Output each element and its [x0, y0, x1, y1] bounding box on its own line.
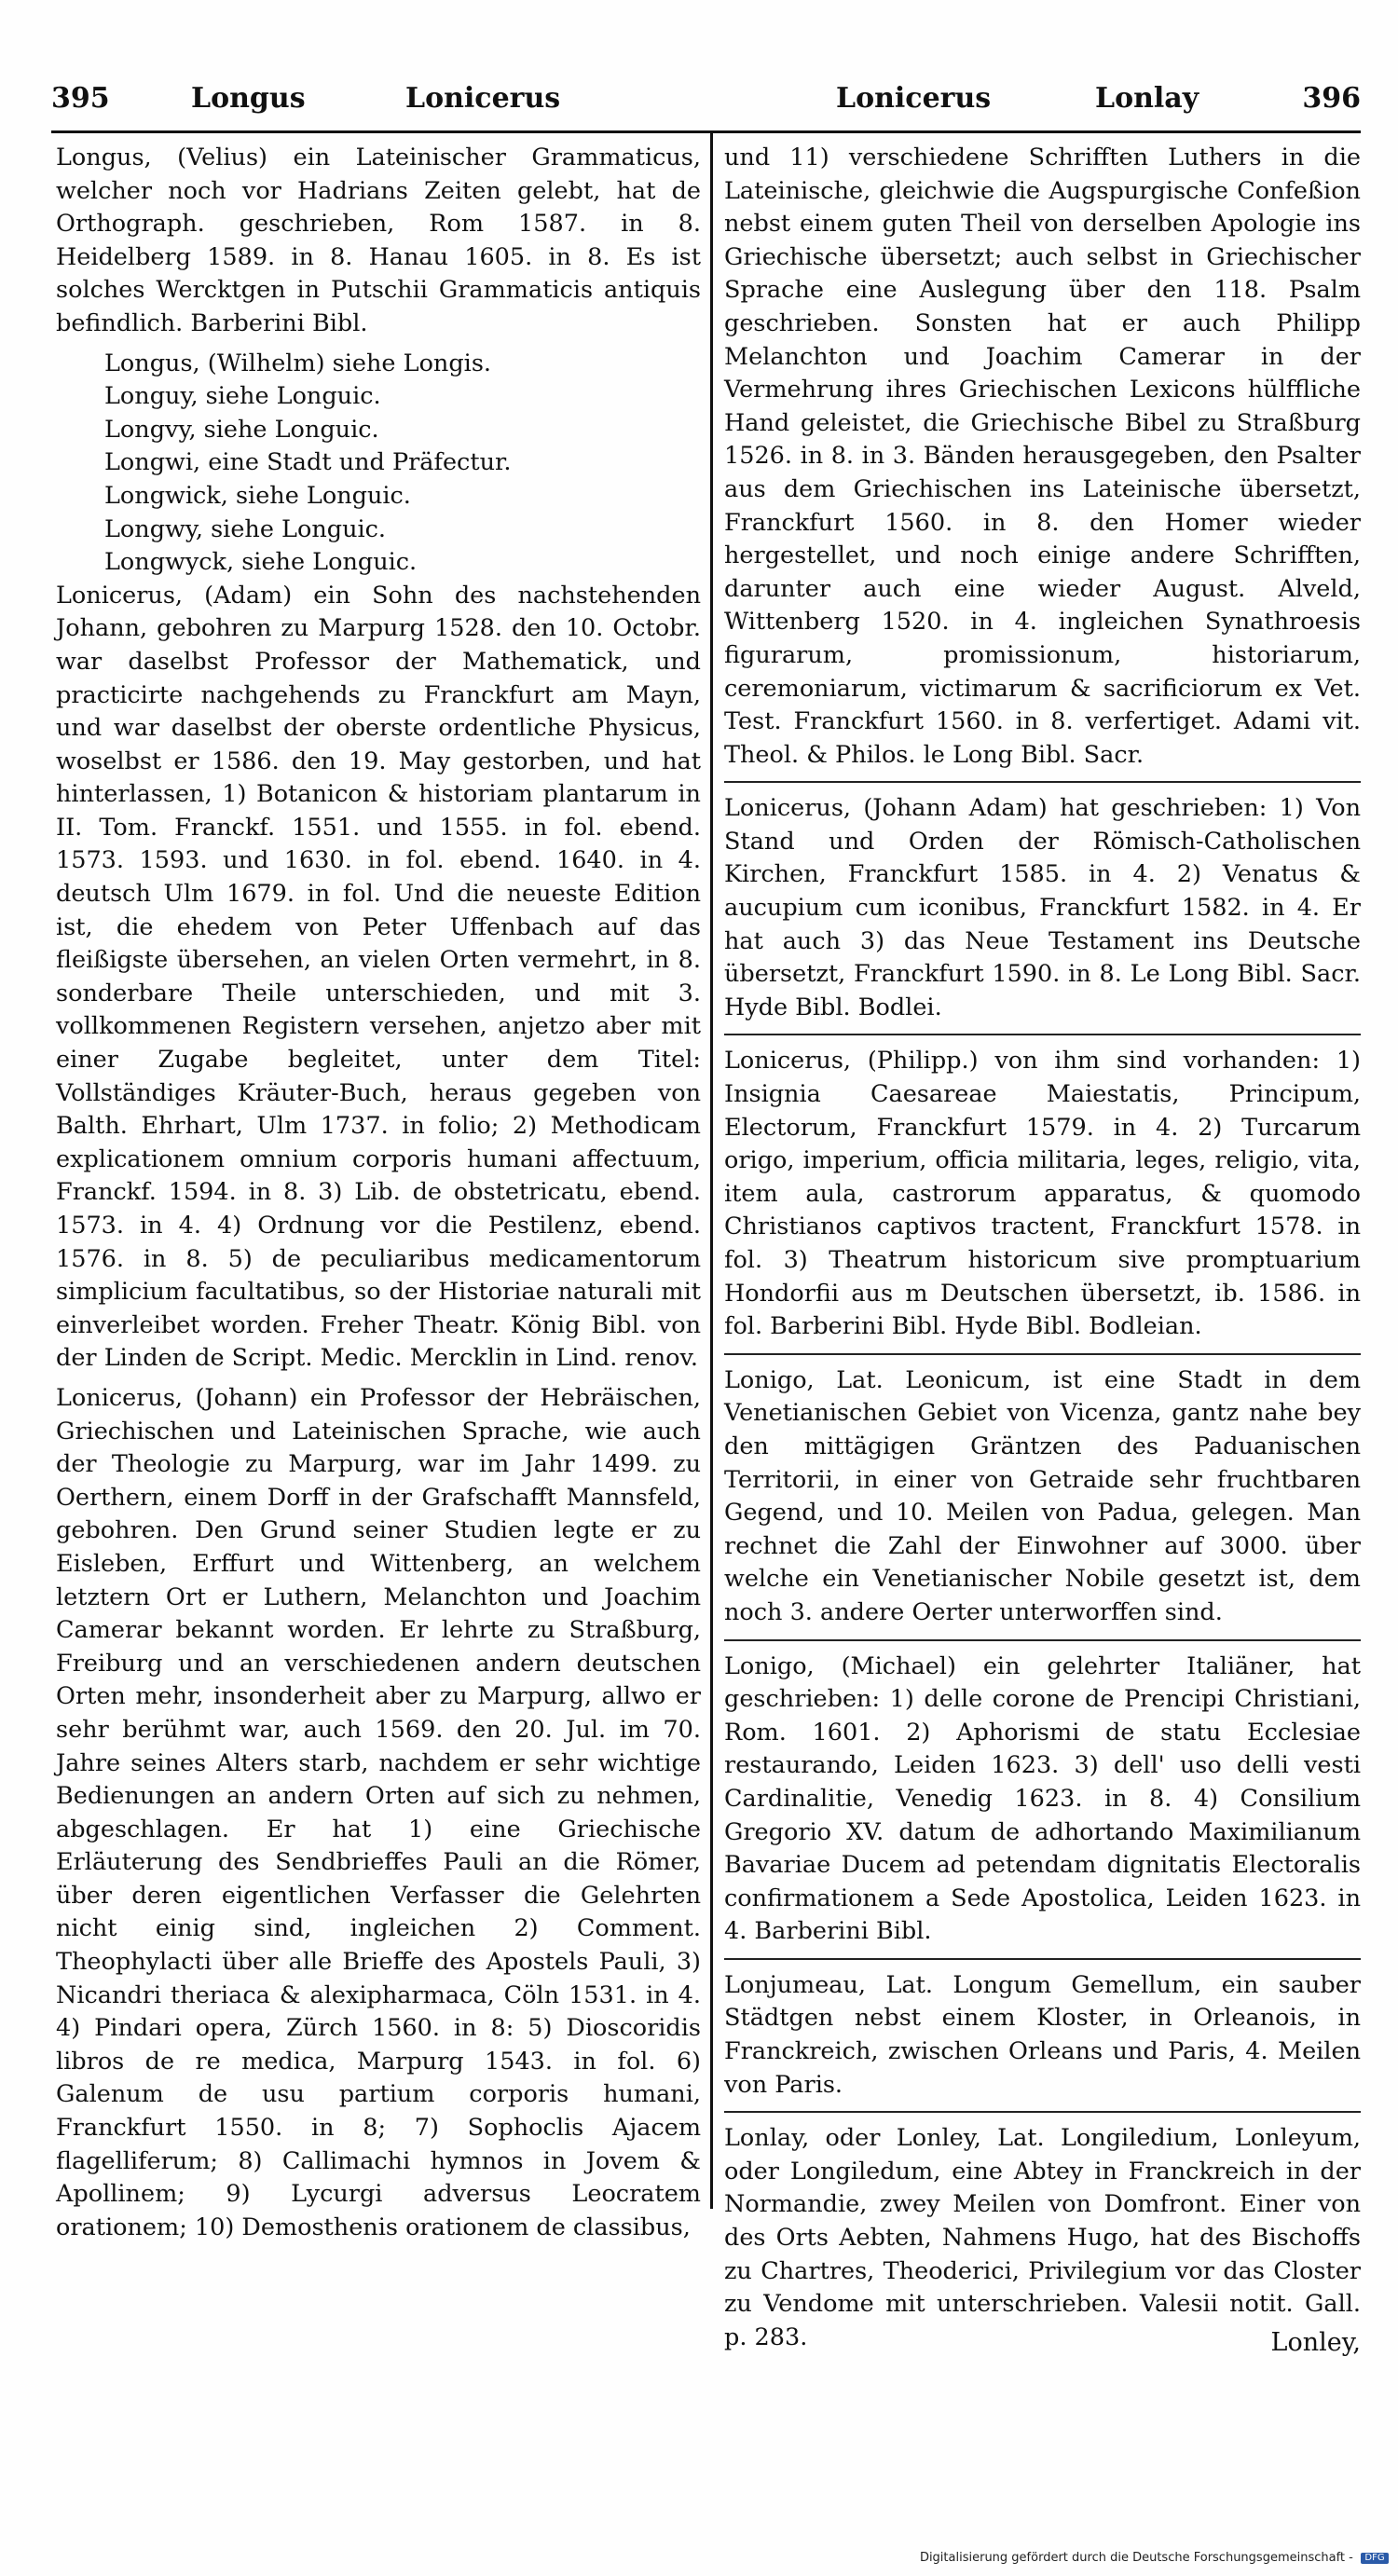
- left-headword-1: Longus: [191, 82, 306, 115]
- entry-lonicerus-johann-adam: Lonicerus, (Johann Adam) hat geschrieben: 1) Von Stand und Orden der Römisch-Catholischen Kirchen, Franckfurt 1585. in 4. 2) Venatus & aucupium cum iconibus, Franckfurt 1582. in 4. Er hat auch 3) das Neue Testament ins Deutsche übersetzt, Franckfurt 1590. in 8. Le Long Bibl. Sacr. Hyde Bibl. Bodlei.: [724, 794, 1361, 1021]
- entry-separator: [724, 1639, 1361, 1641]
- entry-separator: [724, 1353, 1361, 1355]
- entry-lonigo: Lonigo, Lat. Leonicum, ist eine Stadt in dem Venetianischen Gebiet von Vicenza, gantz nahe bey den mittägigen Gräntzen des Paduanischen Territorii, in einer von Getraide sehr fruchtbaren Gegend, und 10. Meilen von Padua, gelegen. Man rechnet die Zahl der Einwohner auf 3000. über welche ein Venetianischer Nobile gesetzt ist, dem noch 3. andere Oerter unterworffen sind.: [724, 1365, 1361, 1626]
- entry-separator: [724, 2111, 1361, 2113]
- right-headword-1: Lonicerus: [836, 82, 992, 115]
- entry-longus-velius: Longus, (Velius) ein Lateinischer Grammaticus, welcher noch vor Hadrians Zeiten gelebt, hat de Orthograph. geschrieben, Rom 1587. in 8. Heidelberg 1589. in 8. Hanau 1605. in 8. Es ist solches Wercktgen in Putschii Grammaticis antiquis befindlich. Barberini Bibl.: [56, 144, 701, 337]
- dfg-logo-icon: DFG: [1361, 2553, 1389, 2564]
- running-header: [51, 82, 1361, 119]
- entry-lonicerus-adam: Lonicerus, (Adam) ein Sohn des nachstehenden Johann, gebohren zu Marpurg 1528. den 10. Octobr. war daselbst Professor der Mathematick, und practicirte nachgehends zu Franckfurt am Mayn, und war daselbst der oberste ordentliche Physicus, woselbst er 1586. den 19. May gestorben, und hat hinterlassen, 1) Botanicon & historiam plantarum in II. Tom. Franckf. 1551. und 1555. in fol. ebend. 1573. 1593. und 1630. in fol. ebend. 1640. in 4. deutsch Ulm 1679. in fol. Und die neueste Edition ist, die ehedem von Peter Uffenbach auf das fleißigste übersehen, an vielen Orten vermehrt, in 8. sonderbare Theile unterschieden, und mit 3. vollkommenen Registern versehen, anjetzo aber mit einer Zugabe begleitet, unter dem Titel: Vollständiges Kräuter-Buch, heraus gegeben von Balth. Ehrhart, Ulm 1737. in folio; 2) Methodicam explicationem omnium corporis humani affectuum, Franckf. 1594. in 8. 3) Lib. de obstetricatu, ebend. 1573. in 4. 4) Ordnung vor die Pestilenz, ebend. 1576. in 8. 5) de peculiaribus medicamentorum simplicium facultatibus, so der Historiae naturali mit einverleibet worden. Freher Theatr. König Bibl. von der Linden de Script. Medic. Mercklin in Lind. renov.: [56, 581, 701, 1373]
- right-column: [724, 142, 1361, 2351]
- entry-lonigo-michael: Lonigo, (Michael) ein gelehrter Italiäner, hat geschrieben: 1) delle corone de Prencipi Christiani, Rom. 1601. 2) Aphorismi de statu Ecclesiae restaurando, Leiden 1623. 3) dell' uso delli vesti Cardinalitie, Venedig 1623. in 8. 4) Consilium Gregorio XV. datum de adhortando Maximilianum Bavariae Ducem ad petendam dignitatis Electoralis confirmationem a Sede Apostolica, Leiden 1623. in 4. Barberini Bibl.: [724, 1651, 1361, 1946]
- right-headword-2: Lonlay: [1095, 82, 1199, 115]
- entry-longwick: Longwick, siehe Longuic.: [104, 481, 411, 510]
- entry-longvy: Longvy, siehe Longuic.: [104, 415, 379, 444]
- digitization-footer: [920, 2551, 1389, 2565]
- footer-text: Digitalisierung gefördert durch die Deutsche Forschungsgemeinschaft -: [919, 2551, 1353, 2565]
- entry-longwyck: Longwyck, siehe Longuic.: [104, 548, 418, 577]
- right-page-number: 396: [1302, 82, 1361, 115]
- left-headword-2: Lonicerus: [405, 82, 561, 115]
- entry-longwy: Longwy, siehe Longuic.: [104, 514, 387, 543]
- entry-separator: [724, 781, 1361, 783]
- left-page-number: 395: [51, 82, 110, 115]
- catchword: Lonley,: [1270, 2328, 1361, 2357]
- entry-separator: [724, 1958, 1361, 1960]
- entry-lonlay: Lonlay, oder Lonley, Lat. Longiledium, Lonleyum, oder Longiledum, eine Abtey in Franckreich in der Normandie, zwey Meilen von Domfront. Einer von des Orts Aebten, Nahmens Hugo, hat des Bischoffs zu Chartres, Theoderici, Privilegium vor das Closter zu Vendome mit unterschrieben. Valesii notit. Gall. p. 283.: [724, 2124, 1361, 2351]
- header-rule: [51, 130, 1361, 133]
- entry-lonicerus-johann: Lonicerus, (Johann) ein Professor der Hebräischen, Griechischen und Lateinischen Sprache, wie auch der Theologie zu Marpurg, war im Jahr 1499. zu Oerthern, einem Dorff in der Grafschafft Mannsfeld, gebohren. Den Grund seiner Studien legte er zu Eisleben, Erffurt und Wittenberg, an welchem letztern Ort er Luthern, Melanchton und Joachim Camerar bekannt worden. Er lehrte zu Straßburg, Freiburg und an verschiedenen andern deutschen Orten mehr, insonderheit aber zu Marpurg, allwo er sehr berühmt war, auch 1569. den 20. Jul. im 70. Jahre seines Alters starb, nachdem er sehr wichtige Bedienungen an andern Orten auf sich zu nehmen, abgeschlagen. Er hat 1) eine Griechische Erläuterung des Sendbrieffes Pauli an die Römer, über deren eigentlichen Verfasser die Gelehrten nicht einig sind, ingleichen 2) Comment. Theophylacti über alle Brieffe des Apostels Pauli, 3) Nicandri theriaca & alexipharmaca, Cöln 1531. in 4. 4) Pindari opera, Zürch 1560. in 8: 5) Dioscoridis libros de re medica, Marpurg 1543. in fol. 6) Galenum de usu partium corporis humani, Franckfurt 1550. in 8; 7) Sophoclis Ajacem flagelliferum; 8) Callimachi hymnos in Jovem & Apollinem; 9) Lycurgi adversus Leocratem orationem; 10) Demosthenis orationem de classibus,: [56, 1383, 701, 2241]
- column-divider: [710, 130, 713, 2209]
- entry-longus-wilhelm: Longus, (Wilhelm) siehe Longis.: [104, 349, 492, 377]
- entry-longwi: Longwi, eine Stadt und Präfectur.: [104, 448, 512, 477]
- entry-lonicerus-philipp: Lonicerus, (Philipp.) von ihm sind vorhanden: 1) Insignia Caesareae Maiestatis, Principum, Electorum, Franckfurt 1579. in 4. 2) Turcarum origo, imperium, officia militaria, leges, religio, vita, item aula, castrorum apparatus, & quomodo Christianos captivos tractent, Franckfurt 1578. in fol. 3) Theatrum historicum sive promptuarium Hondorfii aus m Deutschen übersetzt, ib. 1586. in fol. Barberini Bibl. Hyde Bibl. Bodleian.: [724, 1047, 1361, 1341]
- entry-separator: [724, 1034, 1361, 1035]
- entry-longuy: Longuy, siehe Longuic.: [104, 382, 381, 411]
- entry-lonjumeau: Lonjumeau, Lat. Longum Gemellum, ein sauber Städtgen nebst einem Kloster, in Orleanois, in Franckreich, zwischen Orleans und Paris, 4. Meilen von Paris.: [724, 1970, 1361, 2099]
- entry-lonicerus-johann-cont: und 11) verschiedene Schrifften Luthers in die Lateinische, gleichwie die Augspurgische Confeßion nebst einem guten Theil von derselben Apologie ins Griechische übersetzt; auch selbst in Griechischer Sprache eine Auslegung über den 118. Psalm geschrieben. Sonsten hat er auch Philipp Melanchton und Joachim Camerar in der Vermehrung ihres Griechischen Lexicons hülffliche Hand geleistet, die Griechische Bibel zu Straßburg 1526. in 8. in 3. Bänden herausgegeben, den Psalter aus dem Griechischen ins Lateinische übersetzt, Franckfurt 1560. in 8. den Homer wieder hergestellet, und noch einige andere Schrifften, darunter auch eine wieder August. Alveld, Wittenberg 1520. in 4. ingleichen Synathroesis figurarum, promissionum, historiarum, ceremoniarum, victimarum & sacrificiorum ex Vet. Test. Franckfurt 1560. in 8. verfertiget. Adami vit. Theol. & Philos. le Long Bibl. Sacr.: [724, 144, 1361, 769]
- left-column: [56, 142, 701, 2241]
